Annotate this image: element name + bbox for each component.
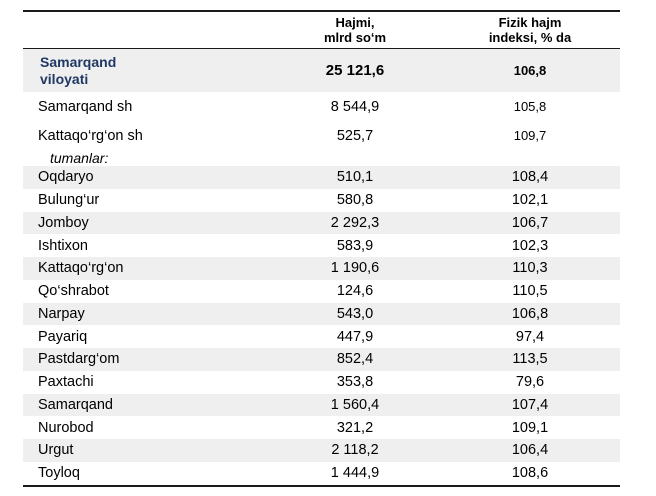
district-name: Kattaqo‘rg‘on xyxy=(38,260,124,277)
city-volume: 525,7 xyxy=(336,127,374,144)
district-index: 108,4 xyxy=(511,169,549,186)
district-name: Urgut xyxy=(38,442,74,459)
header-volume: Hajmi, mlrd so‘m xyxy=(323,15,387,45)
table-header-row xyxy=(23,12,620,49)
district-row xyxy=(23,280,620,303)
district-row xyxy=(23,212,620,235)
city-row xyxy=(23,92,620,121)
district-volume: 2 118,2 xyxy=(331,442,379,459)
district-volume: 852,4 xyxy=(336,351,374,368)
city-name: Samarqand sh xyxy=(38,98,133,115)
district-name: Jomboy xyxy=(38,214,89,231)
district-name: Narpay xyxy=(38,305,85,322)
district-volume: 124,6 xyxy=(336,283,374,300)
district-index: 113,5 xyxy=(512,351,548,368)
district-index: 102,1 xyxy=(511,192,549,209)
district-row xyxy=(23,462,620,485)
district-name: Pastdarg‘om xyxy=(38,351,120,368)
district-index: 107,4 xyxy=(511,396,549,413)
district-index: 106,7 xyxy=(511,214,549,231)
city-row xyxy=(23,121,620,150)
district-row xyxy=(23,257,620,280)
district-name: Payariq xyxy=(38,328,88,345)
region-index: 106,8 xyxy=(513,63,547,78)
district-rows xyxy=(23,166,620,485)
header-index: Fizik hajm indeksi, % da xyxy=(488,15,572,45)
district-row xyxy=(23,303,620,326)
table-bottom-rule xyxy=(23,485,620,487)
city-index: 109,7 xyxy=(513,128,547,143)
city-volume: 8 544,9 xyxy=(330,98,380,115)
district-volume: 1 560,4 xyxy=(330,396,380,413)
city-index: 105,8 xyxy=(513,99,547,114)
district-index: 102,3 xyxy=(511,237,549,254)
district-volume: 447,9 xyxy=(336,328,374,345)
district-name: Qo‘shrabot xyxy=(38,283,109,300)
city-name: Kattaqo‘rg‘on sh xyxy=(38,127,143,144)
region-volume: 25 121,6 xyxy=(325,62,385,79)
district-volume: 580,8 xyxy=(336,192,374,209)
district-name: Bulung‘ur xyxy=(38,192,100,209)
district-row xyxy=(23,371,620,394)
district-index: 106,8 xyxy=(511,305,549,322)
district-row xyxy=(23,439,620,462)
district-row xyxy=(23,234,620,257)
district-name: Oqdaryo xyxy=(38,169,94,186)
district-name: Ishtixon xyxy=(38,237,88,254)
region-total-row xyxy=(23,49,620,92)
district-volume: 321,2 xyxy=(336,419,374,436)
district-name: Nurobod xyxy=(38,419,94,436)
district-row xyxy=(23,325,620,348)
statistics-table xyxy=(23,10,620,487)
district-volume: 583,9 xyxy=(336,237,374,254)
district-volume: 1 444,9 xyxy=(330,465,380,482)
district-name: Toyloq xyxy=(38,465,80,482)
district-index: 110,5 xyxy=(512,283,548,300)
district-row xyxy=(23,189,620,212)
district-index: 110,3 xyxy=(512,260,548,277)
districts-group-label-row xyxy=(23,150,620,166)
districts-label: tumanlar: xyxy=(50,150,109,166)
district-row xyxy=(23,166,620,189)
district-row xyxy=(23,416,620,439)
district-name: Samarqand xyxy=(38,396,113,413)
district-volume: 353,8 xyxy=(336,374,374,391)
district-volume: 510,1 xyxy=(336,169,374,186)
district-index: 97,4 xyxy=(515,328,545,345)
district-row xyxy=(23,348,620,371)
district-row xyxy=(23,394,620,417)
district-volume: 543,0 xyxy=(336,305,374,322)
district-index: 108,6 xyxy=(511,465,549,482)
district-name: Paxtachi xyxy=(38,374,94,391)
district-volume: 2 292,3 xyxy=(330,214,380,231)
district-volume: 1 190,6 xyxy=(330,260,380,277)
district-index: 109,1 xyxy=(511,419,549,436)
region-name: Samarqand viloyati xyxy=(40,53,117,87)
district-index: 79,6 xyxy=(515,374,545,391)
district-index: 106,4 xyxy=(511,442,549,459)
